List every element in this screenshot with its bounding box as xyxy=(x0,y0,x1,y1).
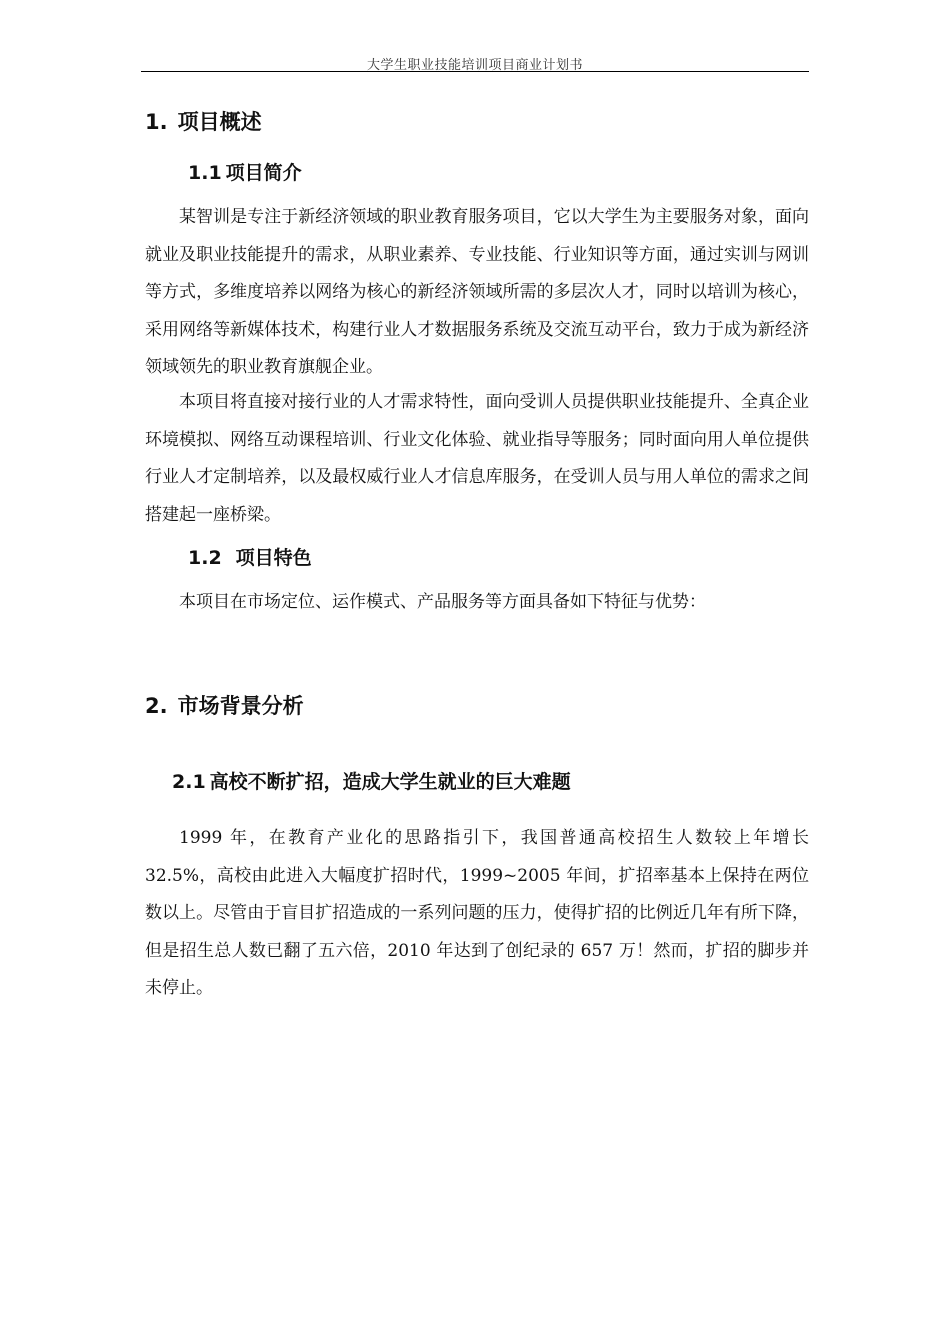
subsection-number: 2.1 xyxy=(172,771,206,793)
section-heading-1 xyxy=(145,106,262,136)
paragraph: 1999 年，在教育产业化的思路指引下，我国普通高校招生人数较上年增长 32.5%，高校由此进入大幅度扩招时代，1999~2005 年间，扩招率基本上保持在两位数以上。尽管由于盲目扩招造成的一系列问题的压力，使得扩招的比例近几年有所下降，但是招生总人数已翻了五六倍，2010 年达到了创纪录的 657 万！然而，扩招的脚步并未停止。 xyxy=(145,828,809,998)
subsection-title: 项目特色 xyxy=(235,547,312,569)
section-number: 2. xyxy=(145,694,168,718)
subsection-number: 1.1 xyxy=(188,162,222,184)
section-heading-2 xyxy=(145,690,304,720)
paragraph: 本项目在市场定位、运作模式、产品服务等方面具备如下特征与优势： xyxy=(179,592,706,612)
subsection-title: 高校不断扩招，造成大学生就业的巨大难题 xyxy=(209,771,571,793)
running-header: 大学生职业技能培训项目商业计划书 xyxy=(366,58,583,73)
subsection-heading-1-2 xyxy=(188,543,312,570)
subsection-title: 项目简介 xyxy=(225,162,302,184)
section-title: 市场背景分析 xyxy=(177,694,304,718)
subsection-heading-1-1 xyxy=(188,158,302,185)
paragraph: 某智训是专注于新经济领域的职业教育服务项目，它以大学生为主要服务对象，面向就业及职业技能提升的需求，从职业素养、专业技能、行业知识等方面，通过实训与网训等方式，多维度培养以网络为核心的新经济领域所需的多层次人才，同时以培训为核心，采用网络等新媒体技术，构建行业人才数据服务系统及交流互动平台，致力于成为新经济领域领先的职业教育旗舰企业。 xyxy=(145,207,809,377)
section-number: 1. xyxy=(145,110,168,134)
header-divider xyxy=(141,71,809,72)
subsection-number: 1.2 xyxy=(188,547,222,569)
subsection-heading-2-1 xyxy=(172,767,571,794)
section-title: 项目概述 xyxy=(177,110,262,134)
paragraph: 本项目将直接对接行业的人才需求特性，面向受训人员提供职业技能提升、全真企业环境模拟、网络互动课程培训、行业文化体验、就业指导等服务；同时面向用人单位提供行业人才定制培养，以及最权威行业人才信息库服务，在受训人员与用人单位的需求之间搭建起一座桥梁。 xyxy=(145,392,809,525)
